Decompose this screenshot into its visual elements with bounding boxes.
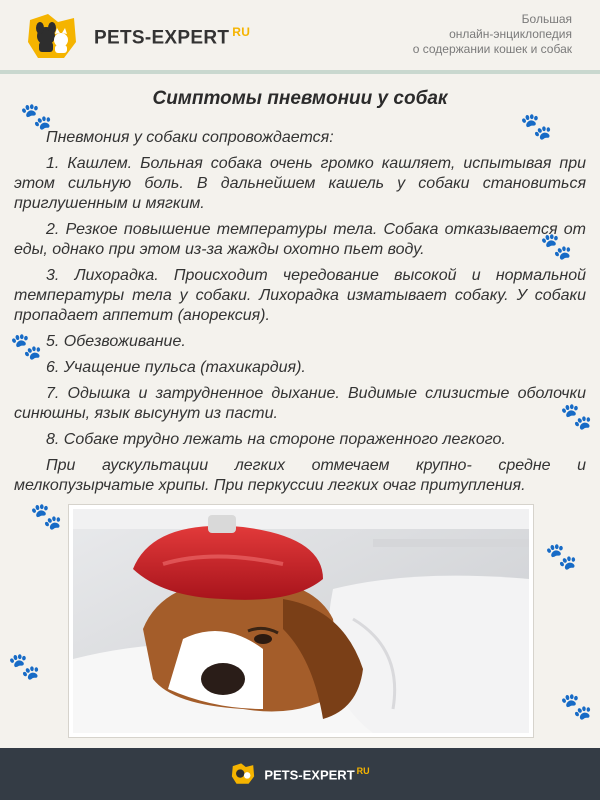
brand-suffix: RU xyxy=(232,24,251,39)
logo[interactable] xyxy=(24,12,250,62)
tagline-line: Большая xyxy=(521,12,572,26)
paragraph: 3. Лихорадка. Происходит чередование высокой и нормальной температуры тела у собаки. Лихорадка изматывает собаку. У собаки пропадает аппетит (анорексия). xyxy=(14,267,586,324)
header-divider xyxy=(0,70,600,74)
paragraph: При аускультации легких отмечаем крупно- средне и мелкопузырчатые хрипы. При перкуссии легких очаг притупления. xyxy=(14,457,586,494)
article-body xyxy=(14,128,586,502)
paragraph: Пневмония у собаки сопровождается: xyxy=(46,129,334,146)
paragraph: 8. Собаке трудно лежать на стороне пораженного легкого. xyxy=(46,431,506,448)
tagline-line: онлайн-энциклопедия xyxy=(449,27,572,41)
background-pattern: 🐾 🐾 🐾 🐾 🐾 🐾 🐾 🐾 🐾 xyxy=(8,102,593,722)
paragraph: 5. Обезвоживание. xyxy=(46,333,186,350)
tagline-line: о содержании кошек и собак xyxy=(412,42,572,56)
paragraph: 7. Одышка и затрудненное дыхание. Видимые слизистые оболочки синюшны, язык высунут из пасти. xyxy=(14,385,586,422)
footer-brand-suffix: RU xyxy=(356,765,370,776)
logo-badge-icon xyxy=(24,12,80,62)
paragraph: 1. Кашлем. Больная собака очень громко кашляет, испытывая при этом сильную боль. В дальнейшем кашель у собаки становиться приглушенным и мягким. xyxy=(14,155,586,212)
footer-logo-icon xyxy=(230,762,256,786)
site-footer xyxy=(0,748,600,800)
paragraph: 2. Резкое повышение температуры тела. Собака отказывается от еды, однако при этом из-за жажды охотно пьет воду. xyxy=(14,221,586,258)
sick-beagle-photo xyxy=(73,509,529,733)
article-photo xyxy=(68,504,534,738)
site-tagline xyxy=(413,12,572,57)
site-header xyxy=(0,0,600,72)
page-title: Симптомы пневмонии у собак xyxy=(152,88,448,109)
footer-brand[interactable]: PETS-EXPERT $^{RU}$ xyxy=(264,765,370,783)
brand-name: PETS-EXPERT $^{RU}$ xyxy=(94,24,251,49)
paragraph: 6. Учащение пульса (тахикардия). xyxy=(46,359,306,376)
